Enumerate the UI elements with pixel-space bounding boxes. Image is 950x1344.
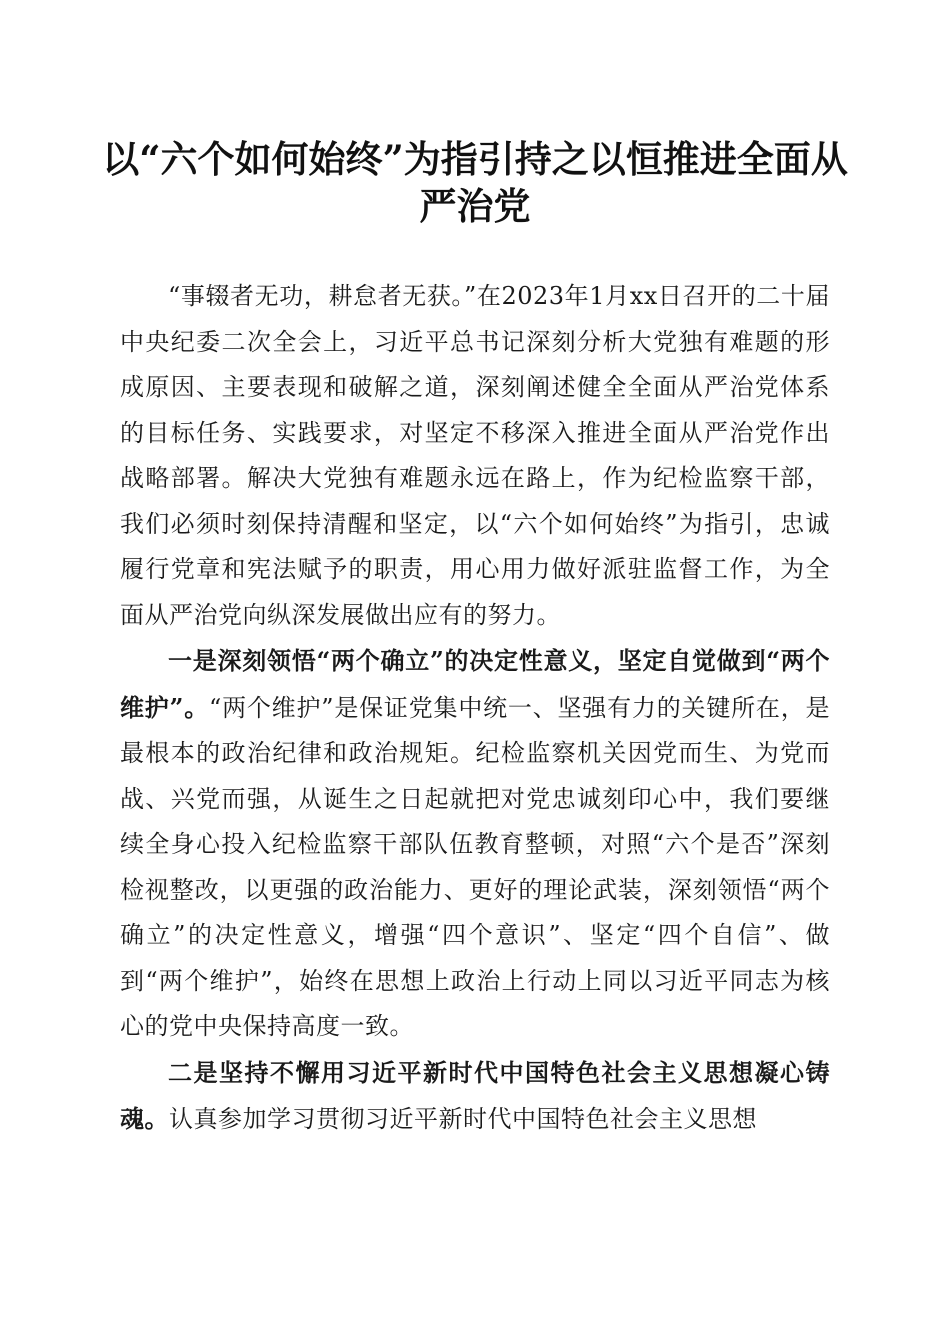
document-title: 以“六个如何始终”为指引持之以恒推进全面从严治党: [102, 137, 848, 228]
paragraph-point-two: [120, 1050, 830, 1143]
document-body: [120, 273, 830, 1143]
paragraph-point-one: [120, 638, 830, 1050]
paragraph-lead: 一是深刻领悟“两个确立”的决定性意义，坚定自觉做到“两个维护”。: [120, 646, 830, 722]
paragraph-lead: 二是坚持不懈用习近平新时代中国特色社会主义思想凝心铸魂。: [120, 1057, 830, 1133]
paragraph-text: “事辍者无功，耕怠者无获。”在2023年1月xx日召开的二十届中央纪委二次全会上，习近平总书记深刻分析大党独有难题的形成原因、主要表现和破解之道，深刻阐述健全全面从严治党体系的目标任务、实践要求，对坚定不移深入推进全面从严治党作出战略部署。解决大党独有难题永远在路上，作为纪检监察干部，我们必须时刻保持清醒和坚定，以“六个如何始终”为指引，忠诚履行党章和宪法赋予的职责，用心用力做好派驻监督工作，为全面从严治党向纵深发展做出应有的努力。: [120, 282, 830, 629]
paragraph-text: 认真参加学习贯彻习近平新时代中国特色社会主义思想: [169, 1105, 757, 1133]
paragraph-text: “两个维护”是保证党集中统一、坚强有力的关键所在，是最根本的政治纪律和政治规矩。纪检监察机关因党而生、为党而战、兴党而强，从诞生之日起就把对党忠诚刻印心中，我们要继续全身心投入纪检监察干部队伍教育整顿，对照“六个是否”深刻检视整改，以更强的政治能力、更好的理论武装，深刻领悟“两个确立”的决定性意义，增强“四个意识”、坚定“四个自信”、做到“两个维护”，始终在思想上政治上行动上同以习近平同志为核心的党中央保持高度一致。: [120, 693, 830, 1040]
paragraph-intro: [120, 273, 830, 638]
